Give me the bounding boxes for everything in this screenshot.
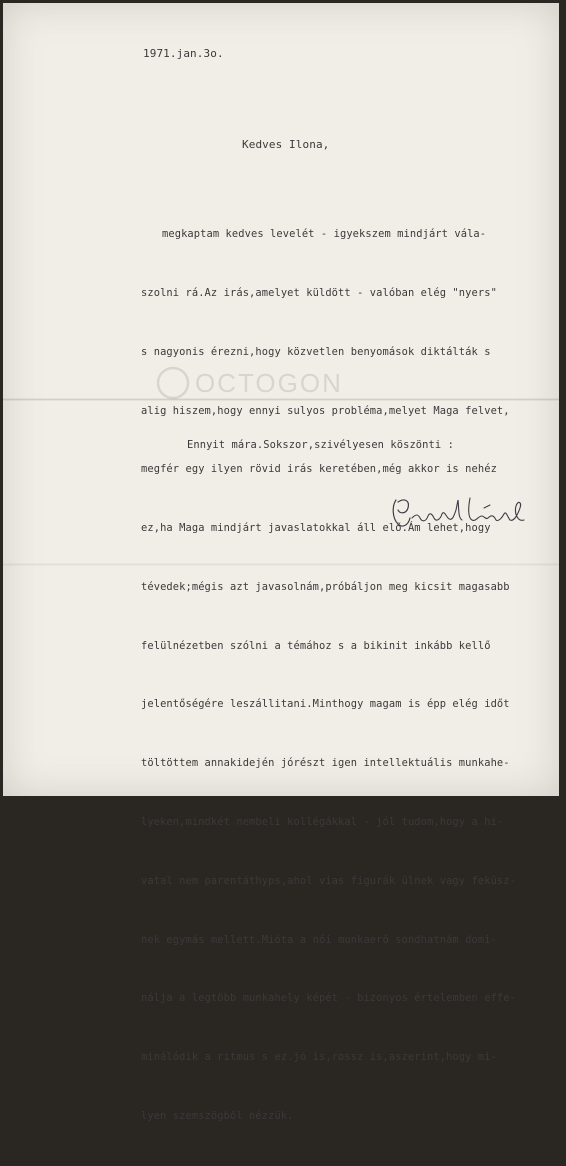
letter-closing: Ennyit mára.Sokszor,szivélyesen köszönti : (187, 439, 454, 451)
body-line: nek egymás mellett.Mióta a női munkaerő sondhatnám domi- (141, 933, 497, 946)
letter-sheet (3, 3, 559, 1122)
letter-salutation: Kedves Ilona, (242, 138, 330, 151)
body-line: jelentőségére leszállitani.Minthogy magam is épp elég időt (141, 698, 510, 711)
letter-body (141, 186, 516, 1166)
body-line: minálódik a ritmus s ez.jó is,rossz is,aszerint,hogy mi- (141, 1051, 497, 1064)
body-line: megfér egy ilyen rövid irás keretében,még akkor is nehéz (141, 463, 497, 476)
body-line: megkaptam kedves levelét - igyekszem mindjárt vála- (162, 228, 487, 241)
body-line: alig hiszem,hogy ennyi sulyos probléma,melyet Maga felvet, (141, 404, 510, 417)
body-line: s nagyonis érezni,hogy közvetlen benyomások diktálták s (141, 345, 491, 358)
body-line: ez,ha Maga mindjárt javaslatokkal áll elő.Ám lehet,hogy (141, 522, 491, 535)
body-line: töltöttem annakidején jórészt igen intellektuális munkahe- (141, 757, 510, 770)
handwritten-signature (388, 488, 538, 538)
body-line: lyeken,mindkét nembeli kollégákkal - jól tudom,hogy a hi- (141, 816, 504, 828)
body-line: vatal nem parentáthyps,ahol vias figurák ülnek vagy feküsz- (141, 874, 516, 887)
svg-text:OCTOGON: OCTOGON (195, 368, 343, 398)
body-line: tévedek;mégis azt javasolnám,próbáljon meg kicsit magasabb (141, 580, 510, 593)
body-line: szolni rá.Az irás,amelyet küldött - valóban elég "nyers" (141, 286, 497, 299)
body-line: lyen szemszögből nézzük. (141, 1109, 294, 1122)
auction-watermark (153, 363, 413, 403)
letter-date: 1971.jan.3o. (143, 47, 224, 60)
body-line: felülnézetben szólni a témához s a bikinit inkább kellő (141, 639, 491, 652)
body-line: nálja a legtöbb munkahely képét - bizonyos értelemben effe- (141, 992, 516, 1005)
